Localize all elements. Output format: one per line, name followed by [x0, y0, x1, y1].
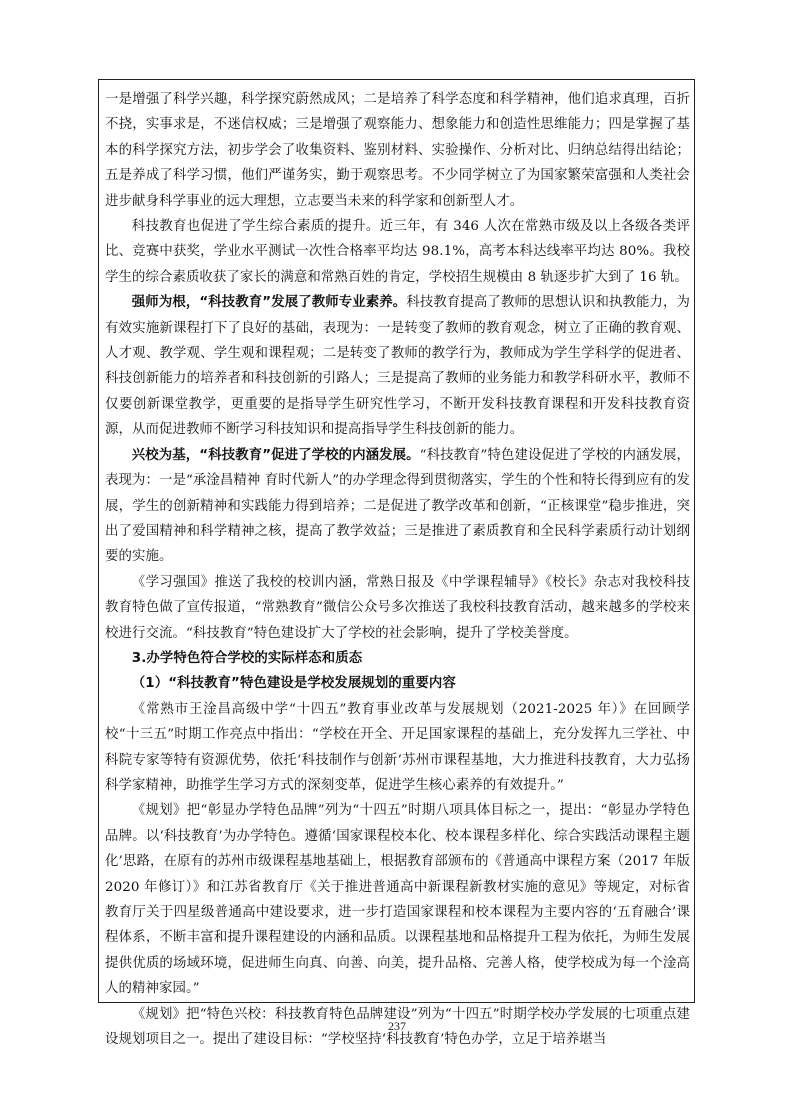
document-body — [105, 87, 690, 1052]
page-number: 237 — [388, 1019, 406, 1033]
subsection-heading-1: （1）“科技教育”特色建设是学校发展规划的重要内容 — [131, 676, 456, 692]
paragraph-8: 《规划》把“特色兴校：科技教育特色品牌建设”列为“十四五”时期学校办学发展的七项重点建设规划项目之一。提出了建设目标：“学校坚持‘科技教育’特色办学，立足于培养堪当 — [105, 1006, 690, 1048]
paragraph-5: 《学习强国》推送了我校的校训内涵，常熟日报及《中学课程辅导》《校长》杂志对我校科技教育特色做了宣传报道，“常熟教育”微信公众号多次推送了我校科技教育活动，越来越多的学校来校进行交流。“科技教育”特色建设扩大了学校的社会影响，提升了学校美誉度。 — [105, 574, 690, 641]
paragraph-6: 《常熟市王淦昌高级中学“十四五”教育事业改革与发展规划（2021-2025 年）》在回顾学校“十三五”时期工作亮点中指出：“学校在开全、开足国家课程的基础上，充分发挥九三学社、中科院专家等特有资源优势，依托‘科技制作与创新’苏州市课程基地，大力推进科技教育，大力弘扬科学家精神，助推学生学习方式的深刻变革，促进学生核心素养的有效提升。” — [105, 701, 690, 793]
paragraph-1: 一是增强了科学兴趣，科学探究蔚然成风；二是培养了科学态度和科学精神，他们追求真理，百折不挠，实事求是，不迷信权威；三是增强了观察能力、想象能力和创造性思维能力；四是掌握了基本的科学探究方法，初步学会了收集资料、鉴别材料、实验操作、分析对比、归纳总结得出结论；五是养成了科学习惯，他们严谨务实，勤于观察思考。不少同学树立了为国家繁荣富强和人类社会进步献身科学事业的远大理想，立志要当未来的科学家和创新型人才。 — [105, 92, 690, 209]
paragraph-7: 《规划》把“彰显办学特色品牌”列为“十四五”时期八项具体目标之一，提出：“彰显办学特色品牌。以‘科技教育’为办学特色。遵循‘国家课程校本化、校本课程多样化、综合实践活动课程主题化’思路，在原有的苏州市级课程基地基础上，根据教育部颁布的《普通高中课程方案（2017 年版 2020 年修订）》和江苏省教育厅《关于推进普通高中新课程新教材实施的意见》等规定，对标省教育厅关于四星级普通高中建设要求，进一步打造国家课程和校本课程为主要内容的‘五育融合’课程体系，不断丰富和提升课程建设的内涵和品质。以课程基地和品格提升工程为依托，为师生发展提供优质的场域环境，促进师生向真、向善、向美，提升品格、完善人格，使学校成为每一个淦高人的精神家园。” — [105, 803, 690, 997]
paragraph-4-lead: 兴校为基，“科技教育”促进了学校的内涵发展。 — [131, 447, 420, 463]
paragraph-3: 强师为根，“科技教育”发展了教师专业素养。科技教育提高了教师的思想认识和执教能力，为有效实施新课程打下了良好的基础，表现为：一是转变了教师的教育观念，树立了正确的教育观、人才观、教学观、学生观和课程观；二是转变了教师的教学行为，教师成为学生学科学的促进者、科技创新能力的培养者和科技创新的引路人；三是提高了教师的业务能力和教学科研水平，教师不仅要创新课堂教学，更重要的是指导学生研究性学习，不断开发科技教育课程和开发科技教育资源，从而促进教师不断学习科技知识和提高指导学生科技创新的能力。 — [105, 295, 690, 438]
paragraph-3-lead: 强师为根，“科技教育”发展了教师专业素养。 — [131, 295, 407, 311]
paragraph-4: 兴校为基，“科技教育”促进了学校的内涵发展。“科技教育”特色建设促进了学校的内涵发展，表现为：一是“承淦昌精神 育时代新人”的办学理念得到贯彻落实，学生的个性和特长得到应有的发展，学生的创新精神和实践能力得到培养；二是促进了教学改革和创新，“正核课堂”稳步推进，突出了爱国精神和科学精神之核，提高了教学效益；三是推进了素质教育和全民科学素质行动计划纲要的实施。 — [105, 447, 690, 565]
section-heading-3: 3.办学特色符合学校的实际样态和质态 — [131, 650, 363, 666]
paragraph-2: 科技教育也促进了学生综合素质的提升。近三年，有 346 人次在常熟市级及以上各级各类评比、竞赛中获奖，学业水平测试一次性合格率平均达 98.1%，高考本科达线率平均达 80%。我校学生的综合素质收获了家长的满意和常熟百姓的肯定，学校招生规模由 8 轨逐步扩大到了 16 轨。 — [105, 219, 690, 285]
